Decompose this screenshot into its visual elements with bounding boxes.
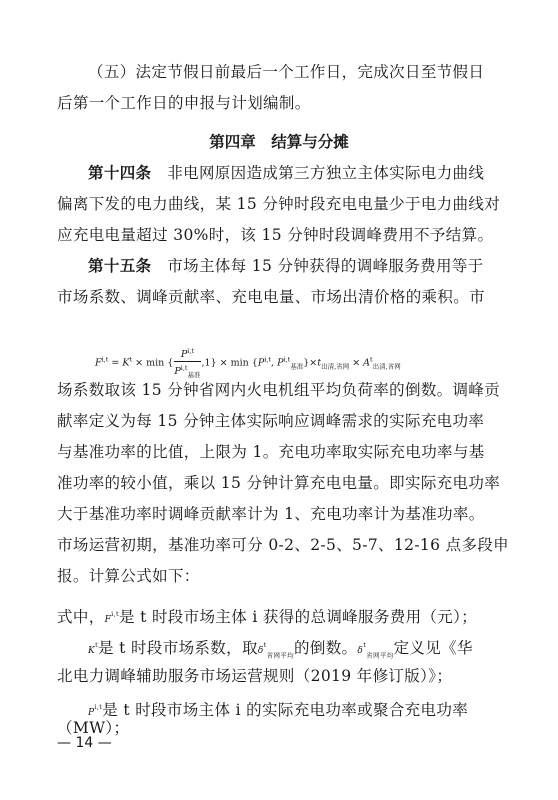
def-delta-sub-2: 省网平均 <box>366 651 394 660</box>
formula-close: }× <box>303 357 318 369</box>
formula-p1: P <box>257 357 265 369</box>
den-p-sup: i,t <box>180 364 188 373</box>
chapter-heading: 第四章 结算与分摊 <box>209 133 349 151</box>
formula-a-sub: 出清,省网 <box>372 362 401 371</box>
def-p-symbol: P <box>88 708 95 719</box>
article14-line1-text: 非电网原因造成第三方独立主体实际电力曲线 <box>151 164 485 182</box>
den-p-sub: 基准 <box>187 371 201 380</box>
article15-line2: 市场系数、调峰贡献率、充电电量、市场出清价格的乘积。市 <box>57 288 485 306</box>
def-k-text2: 的倒数。 <box>294 639 358 658</box>
def-p-text: 是 t 时段市场主体 i 的实际充电功率或聚合充电功率 <box>102 701 469 720</box>
article15-label: 第十五条 <box>88 257 152 275</box>
formula-t: t <box>317 357 322 369</box>
formula-min2: ,1} × min { <box>201 357 258 369</box>
article14-line2: 偏离下发的电力曲线，某 15 分钟时段充电电量少于电力曲线对 <box>57 195 501 213</box>
def-k-line2: 北电力调峰辅助服务市场运营规则（2019 年修订版）》； <box>57 667 453 685</box>
article15-line4: 献率定义为每 15 分钟主体实际响应调峰需求的实际充电功率 <box>57 412 485 430</box>
article15-line7: 大于基准功率时调峰贡献率计为 1、充电功率计为基准功率。 <box>57 505 485 523</box>
def-delta-sup: t <box>263 641 267 649</box>
def-k-text1: 是 t 时段市场系数，取 <box>98 639 258 658</box>
article14-label: 第十四条 <box>88 164 152 182</box>
formula-a: A <box>363 357 371 369</box>
formula-f-sup: i,t <box>101 355 109 364</box>
def-f-line <box>57 604 518 630</box>
formula-p2: P <box>277 357 284 369</box>
formula-t-sub: 出清,省网 <box>321 362 350 371</box>
fraction-numerator <box>174 345 200 362</box>
article15-line5: 与基准功率的比值，上限为 1。充电功率取实际充电功率与基 <box>57 443 485 461</box>
article15-line6: 准功率的较小值，乘以 15 分钟计算充电电量。即实际充电功率 <box>57 474 501 492</box>
formula-k-sup: t <box>129 355 133 364</box>
num-p-sup: i,t <box>187 347 194 355</box>
formula-fraction <box>174 345 200 381</box>
def-f-sup: i,t <box>111 610 119 618</box>
formula-p1-sup: i,t <box>264 355 272 364</box>
article15-line1 <box>88 256 518 276</box>
formula-eq: = <box>108 357 123 369</box>
article15-line8: 市场运营初期，基准功率可分 0-2、2-5、5-7、12-16 点多段申 <box>57 536 510 554</box>
article15-line3: 场系数取该 15 分钟省网内火电机组平均负荷率的倒数。调峰贡 <box>57 381 501 399</box>
article14-line1 <box>88 163 518 183</box>
def-delta-sub: 省网平均 <box>266 651 294 660</box>
def-k-text3: 定义见《华 <box>393 639 473 658</box>
article15-line9: 报。计算公式如下： <box>57 567 200 585</box>
formula-p2-sub: 基准 <box>290 362 304 371</box>
page-number: — 14 — <box>57 735 112 751</box>
formula-times: × <box>349 357 364 369</box>
formula-f: F <box>95 357 102 369</box>
def-delta-sup-2: t <box>363 641 367 649</box>
def-delta-symbol: δ <box>257 646 264 657</box>
para5-line2: 后第一个工作日的申报与计划编制。 <box>57 94 311 112</box>
def-k-symbol: K <box>88 646 96 657</box>
def-p-line2: （MW）； <box>57 719 130 737</box>
article14-line3: 应充电电量超过 30%时，该 15 分钟时段调峰费用不予结算。 <box>57 226 494 244</box>
formula-k: K <box>122 357 130 369</box>
para5-line1: （五）法定节假日前最后一个工作日，完成次日至节假日 <box>88 63 485 81</box>
def-k-sup: t <box>95 641 99 649</box>
def-intro: 式中， <box>57 608 105 627</box>
def-f-text: 是 t 时段市场主体 i 获得的总调峰服务费用（元）； <box>118 608 478 627</box>
def-delta-symbol-2: δ <box>357 646 364 657</box>
formula-a-sup: t <box>370 355 373 364</box>
formula-min1: × min { <box>132 357 174 369</box>
formula-sep: , <box>271 357 275 369</box>
def-p-sup: i,t <box>94 703 103 711</box>
article15-line1-text: 市场主体每 15 分钟获得的调峰服务费用等于 <box>151 257 484 275</box>
fraction-denominator <box>174 362 200 381</box>
formula-p2-sup: i,t <box>283 355 291 364</box>
settlement-formula <box>95 345 401 381</box>
def-f-symbol: F <box>104 615 112 626</box>
num-p: P <box>180 349 188 361</box>
den-p: P <box>174 366 181 378</box>
def-k-line <box>88 635 518 665</box>
